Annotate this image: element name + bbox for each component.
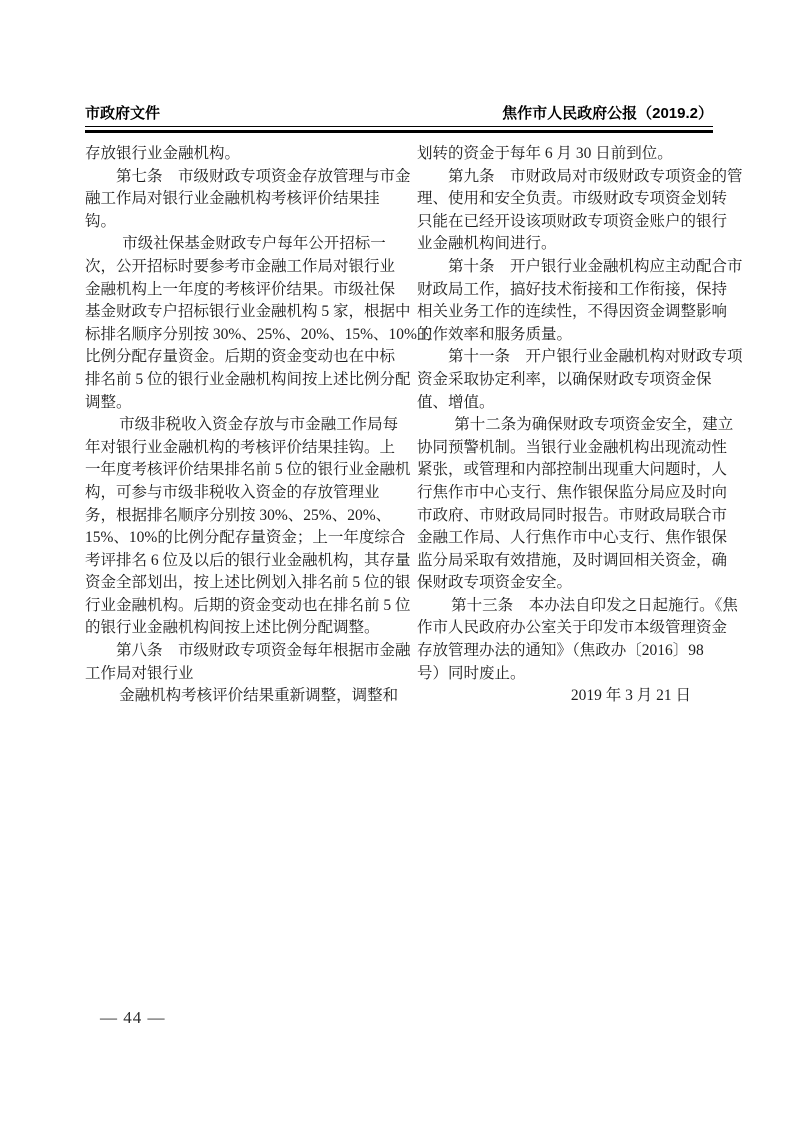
header-right-title: 焦作市人民政府公报（2019.2） <box>502 105 713 122</box>
text-line: 工作局对银行业 <box>85 664 194 682</box>
text-line: 市政府、市财政局同时报告。市财政局联合市 <box>417 506 728 524</box>
text-line: 的银行业金融机构间按上述比例分配调整。 <box>85 619 380 637</box>
text-line: 基金财政专户招标银行业金融机构 5 家，根据中 <box>85 303 411 321</box>
text-line: 第十条 开户银行业金融机构应主动配合市 <box>448 257 743 275</box>
left-column <box>85 143 433 708</box>
date-line: 2019 年 3 月 21 日 <box>570 687 691 705</box>
text-line: 融工作局对银行业金融机构考核评价结果挂 <box>85 190 380 208</box>
text-line: 资金全部划出，按上述比例划入排名前 5 位的银 <box>85 574 411 592</box>
text-line: 第七条 市级财政专项资金存放管理与市金 <box>116 167 411 185</box>
text-line: 构，可参与市级非税收入资金的存放管理业 <box>85 483 380 501</box>
text-line: 考评排名 6 位及以后的银行业金融机构，其存量 <box>85 551 411 569</box>
text-line: 第十三条 本办法自印发之日起施行。《焦 <box>451 596 738 614</box>
text-line: 划转的资金于每年 6 月 30 日前到位。 <box>417 145 673 162</box>
text-line: 一年度考核评价结果排名前 5 位的银行业金融机 <box>85 461 411 479</box>
page-number: — 44 — <box>100 1008 166 1027</box>
text-line: 15%、10%的比例分配存量资金；上一年度综合 <box>85 529 406 547</box>
text-line: 金融机构上一年度的考核评价结果。市级社保 <box>85 280 396 298</box>
text-line: 相关业务工作的连续性，不得因资金调整影响 <box>417 303 728 321</box>
text-line: 钩。 <box>85 212 117 230</box>
text-line: 标排名顺序分别按 30%、25%、20%、15%、10%的 <box>85 325 433 343</box>
header-double-rule <box>85 126 713 133</box>
page-header <box>85 104 713 133</box>
text-line: 只能在已经开设该项财政专项资金账户的银行 <box>417 212 728 230</box>
text-line: 协同预警机制。当银行业金融机构出现流动性 <box>417 438 728 456</box>
text-line: 业金融机构间进行。 <box>417 235 557 253</box>
text-line: 调整。 <box>85 393 132 411</box>
text-line: 年对银行业金融机构的考核评价结果挂钩。上 <box>85 438 396 456</box>
text-line: 资金采取协定利率，以确保财政专项资金保 <box>417 370 712 388</box>
text-line: 行焦作市中心支行、焦作银保监分局应及时向 <box>417 483 728 501</box>
document-body <box>85 143 743 708</box>
text-line: 次，公开招标时要参考市金融工作局对银行业 <box>85 257 396 275</box>
text-line: 紧张，或管理和内部控制出现重大问题时，人 <box>417 461 728 479</box>
text-line: 理、使用和安全负责。市级财政专项资金划转 <box>417 190 728 208</box>
text-line: 排名前 5 位的银行业金融机构间按上述比例分配 <box>85 370 411 388</box>
header-left-title: 市政府文件 <box>85 105 161 122</box>
text-line: 金融机构考核评价结果重新调整，调整和 <box>119 687 399 705</box>
text-line: 值、增值。 <box>417 393 495 411</box>
text-line: 存放银行业金融机构。 <box>85 145 241 162</box>
text-line: 号）同时废止。 <box>417 664 526 682</box>
text-line: 存放管理办法的通知》（焦政办〔2016〕98 <box>417 642 704 660</box>
text-line: 市级非税收入资金存放与市金融工作局每 <box>119 416 399 434</box>
text-line: 财政局工作，搞好技术衔接和工作衔接，保持 <box>417 280 728 298</box>
right-column <box>417 143 743 708</box>
text-line: 行业金融机构。后期的资金变动也在排名前 5 位 <box>85 596 411 614</box>
text-line: 作市人民政府办公室关于印发市本级管理资金 <box>417 619 728 637</box>
text-line: 务，根据排名顺序分别按 30%、25%、20%、 <box>85 506 392 524</box>
text-line: 保财政专项资金安全。 <box>417 574 573 592</box>
text-line: 第八条 市级财政专项资金每年根据市金融 <box>116 642 411 660</box>
text-line: 第十二条为确保财政专项资金安全，建立 <box>454 416 734 434</box>
text-line: 第十一条 开户银行业金融机构对财政专项 <box>448 348 743 366</box>
text-line: 比例分配存量资金。后期的资金变动也在中标 <box>85 348 396 366</box>
text-line: 市级社保基金财政专户每年公开招标一 <box>122 235 386 253</box>
text-line: 工作效率和服务质量。 <box>417 325 573 343</box>
text-line: 第九条 市财政局对市级财政专项资金的管 <box>448 167 743 185</box>
text-line: 金融工作局、人行焦作市中心支行、焦作银保 <box>417 529 728 547</box>
text-line: 监分局采取有效措施，及时调回相关资金，确 <box>417 551 728 569</box>
